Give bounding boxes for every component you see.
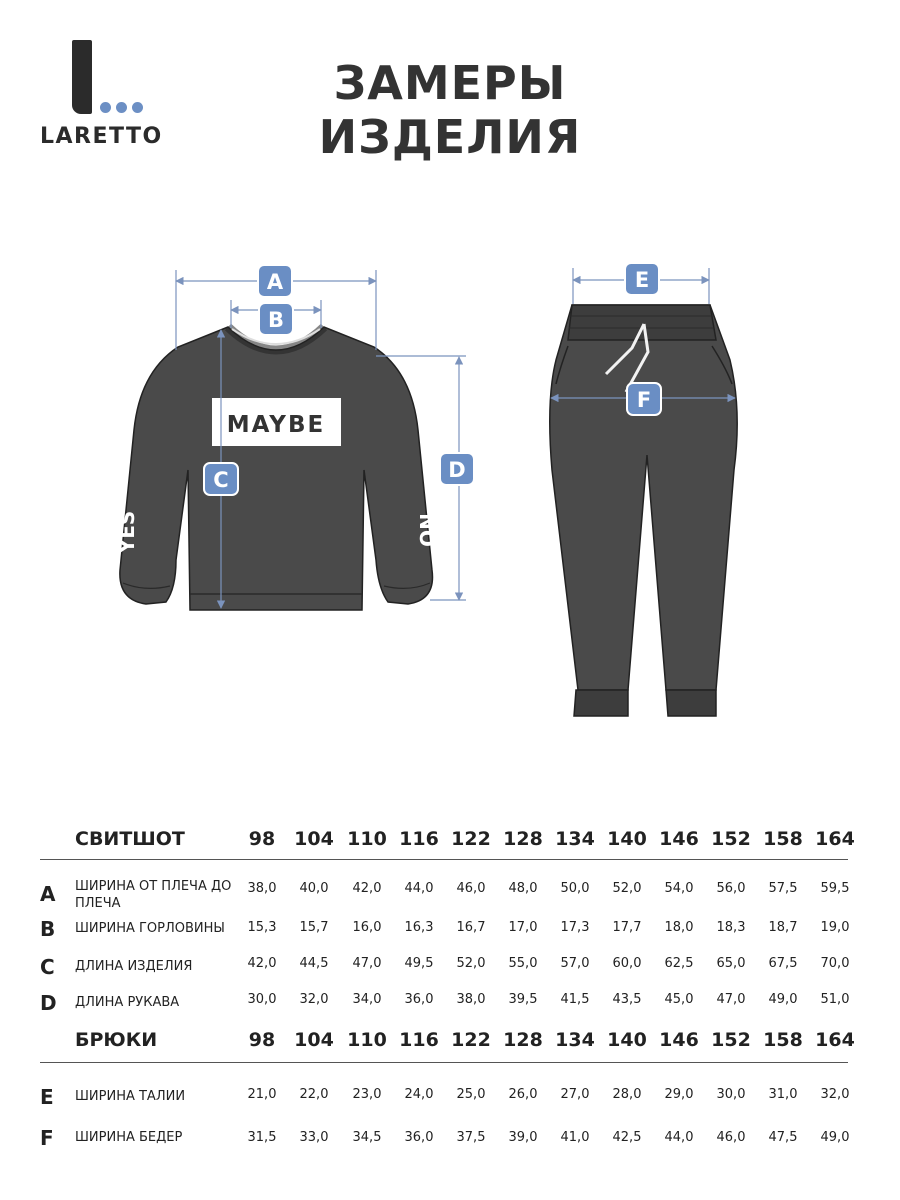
row-value: 49,0 [768, 992, 798, 1007]
row-value: 39,5 [508, 992, 538, 1007]
table-row [40, 991, 852, 1027]
size-header: 110 [347, 1029, 387, 1051]
header-divider [40, 859, 848, 860]
size-header: 146 [659, 828, 699, 850]
row-value: 43,5 [612, 992, 642, 1007]
row-value: 23,0 [352, 1087, 382, 1102]
sleeve-right-text: NO [415, 513, 439, 547]
table-row [40, 878, 852, 914]
row-value: 42,0 [247, 956, 277, 971]
row-value: 16,3 [404, 920, 434, 935]
size-header: 104 [294, 828, 334, 850]
header-divider [40, 1062, 848, 1063]
row-letter: E [40, 1085, 54, 1109]
svg-text:D: D [448, 458, 466, 482]
row-value: 24,0 [404, 1087, 434, 1102]
size-header: 152 [711, 1029, 751, 1051]
brand-name: LARETTO [40, 124, 163, 149]
row-label: ДЛИНА ИЗДЕЛИЯ [75, 959, 193, 974]
row-value: 54,0 [664, 881, 694, 896]
row-value: 18,7 [768, 920, 798, 935]
row-value: 65,0 [716, 956, 746, 971]
size-header: 122 [451, 828, 491, 850]
row-value: 60,0 [612, 956, 642, 971]
row-letter: D [40, 991, 57, 1015]
row-value: 33,0 [299, 1130, 329, 1145]
table-row [40, 919, 852, 955]
page-title [260, 56, 640, 164]
size-header: 158 [763, 1029, 803, 1051]
row-value: 50,0 [560, 881, 590, 896]
row-value: 47,5 [768, 1130, 798, 1145]
size-header: 164 [815, 828, 855, 850]
row-value: 19,0 [820, 920, 850, 935]
row-value: 44,0 [404, 881, 434, 896]
row-value: 15,3 [247, 920, 277, 935]
row-value: 18,3 [716, 920, 746, 935]
row-value: 38,0 [456, 992, 486, 1007]
row-label: ШИРИНА ОТ ПЛЕЧА ДО ПЛЕЧА [75, 879, 232, 911]
size-header: 134 [555, 828, 595, 850]
row-value: 15,7 [299, 920, 329, 935]
row-value: 40,0 [299, 881, 329, 896]
size-header: 98 [248, 1029, 276, 1051]
badge-b [259, 303, 293, 335]
garment-figures [0, 250, 900, 730]
row-value: 57,5 [768, 881, 798, 896]
row-value: 18,0 [664, 920, 694, 935]
row-value: 17,7 [612, 920, 642, 935]
sweatshirt-drawing [115, 327, 439, 610]
row-value: 42,0 [352, 881, 382, 896]
table-row [40, 1126, 852, 1162]
row-label: ШИРИНА ГОРЛОВИНЫ [75, 921, 225, 936]
row-value: 21,0 [247, 1087, 277, 1102]
size-header: 128 [503, 1029, 543, 1051]
svg-text:F: F [636, 388, 652, 412]
row-value: 42,5 [612, 1130, 642, 1145]
row-value: 30,0 [247, 992, 277, 1007]
row-value: 25,0 [456, 1087, 486, 1102]
row-value: 17,0 [508, 920, 538, 935]
row-value: 17,3 [560, 920, 590, 935]
size-header: 146 [659, 1029, 699, 1051]
size-header: 134 [555, 1029, 595, 1051]
logo-dot [132, 102, 143, 113]
row-value: 38,0 [247, 881, 277, 896]
row-value: 44,0 [664, 1130, 694, 1145]
row-value: 46,0 [456, 881, 486, 896]
row-value: 16,7 [456, 920, 486, 935]
table-row [40, 955, 852, 991]
sweatshirt-header [40, 828, 855, 858]
row-value: 59,5 [820, 881, 850, 896]
row-value: 62,5 [664, 956, 694, 971]
svg-text:E: E [634, 268, 650, 292]
row-value: 47,0 [716, 992, 746, 1007]
row-value: 67,5 [768, 956, 798, 971]
svg-text:B: B [267, 308, 285, 332]
logo-bar [72, 40, 92, 114]
row-value: 32,0 [820, 1087, 850, 1102]
sweatshirt-print-text: MAYBE [226, 412, 326, 438]
logo-dot [116, 102, 127, 113]
row-value: 49,0 [820, 1130, 850, 1145]
row-value: 30,0 [716, 1087, 746, 1102]
row-letter: A [40, 882, 56, 906]
row-value: 27,0 [560, 1087, 590, 1102]
sweatshirt-title: СВИТШОТ [75, 828, 185, 850]
size-header: 128 [503, 828, 543, 850]
trousers-title: БРЮКИ [75, 1029, 158, 1051]
row-value: 49,5 [404, 956, 434, 971]
row-value: 37,5 [456, 1130, 486, 1145]
size-header: 158 [763, 828, 803, 850]
size-header: 116 [399, 1029, 439, 1051]
row-value: 41,0 [560, 1130, 590, 1145]
size-header: 116 [399, 828, 439, 850]
badge-a [258, 265, 292, 297]
title-line-2: ИЗДЕЛИЯ [318, 110, 582, 164]
row-value: 31,0 [768, 1087, 798, 1102]
size-header: 152 [711, 828, 751, 850]
table-row [40, 1085, 852, 1121]
size-header: 140 [607, 1029, 647, 1051]
row-value: 36,0 [404, 1130, 434, 1145]
row-value: 41,5 [560, 992, 590, 1007]
row-value: 51,0 [820, 992, 850, 1007]
sleeve-left-text: YES [115, 510, 139, 554]
trousers-header [40, 1029, 855, 1059]
row-value: 22,0 [299, 1087, 329, 1102]
size-header: 164 [815, 1029, 855, 1051]
row-value: 48,0 [508, 881, 538, 896]
row-value: 26,0 [508, 1087, 538, 1102]
row-letter: B [40, 917, 56, 941]
row-letter: C [40, 955, 55, 979]
size-header: 98 [248, 828, 276, 850]
row-value: 32,0 [299, 992, 329, 1007]
row-value: 36,0 [404, 992, 434, 1007]
svg-text:C: C [213, 468, 229, 492]
row-value: 46,0 [716, 1130, 746, 1145]
badge-f [627, 383, 661, 415]
row-value: 52,0 [456, 956, 486, 971]
row-value: 29,0 [664, 1087, 694, 1102]
row-value: 34,0 [352, 992, 382, 1007]
row-value: 44,5 [299, 956, 329, 971]
row-value: 45,0 [664, 992, 694, 1007]
row-value: 55,0 [508, 956, 538, 971]
logo-dot [100, 102, 111, 113]
size-header: 104 [294, 1029, 334, 1051]
badge-e [625, 263, 659, 295]
row-value: 57,0 [560, 956, 590, 971]
row-value: 47,0 [352, 956, 382, 971]
title-line-1: ЗАМЕРЫ [333, 56, 567, 110]
row-label: ШИРИНА ТАЛИИ [75, 1089, 186, 1104]
badge-c [204, 463, 238, 495]
row-value: 70,0 [820, 956, 850, 971]
row-value: 31,5 [247, 1130, 277, 1145]
row-value: 16,0 [352, 920, 382, 935]
row-value: 56,0 [716, 881, 746, 896]
row-value: 34,5 [352, 1130, 382, 1145]
row-label: ШИРИНА БЕДЕР [75, 1130, 183, 1145]
trousers-drawing [550, 305, 737, 716]
row-value: 28,0 [612, 1087, 642, 1102]
brand-logo [38, 38, 188, 158]
row-label: ДЛИНА РУКАВА [75, 995, 180, 1010]
row-letter: F [40, 1126, 54, 1150]
row-value: 39,0 [508, 1130, 538, 1145]
size-header: 122 [451, 1029, 491, 1051]
size-header: 110 [347, 828, 387, 850]
size-header: 140 [607, 828, 647, 850]
row-value: 52,0 [612, 881, 642, 896]
svg-text:A: A [266, 270, 284, 294]
badge-d [440, 453, 474, 485]
